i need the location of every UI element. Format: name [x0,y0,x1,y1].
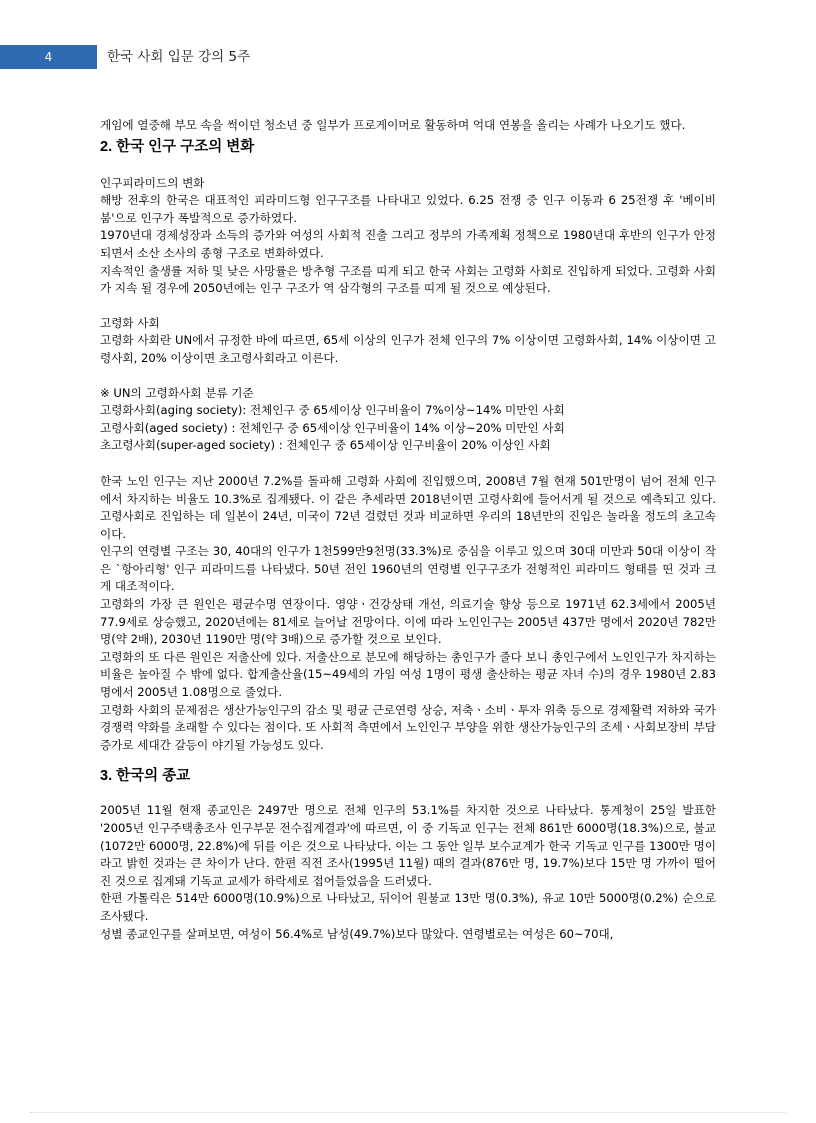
pyramid-paragraph-2: 1970년대 경제성장과 소득의 증가와 여성의 사회적 진출 그리고 정부의 가족계획 정책으로 1980년대 후반의 인구가 안정되면서 소산 소사의 종형 구조로 변화하였다. [100,228,716,260]
un-criteria-item: 고령화사회(aging society): 전체인구 중 65세이상 인구비율이 7%이상~14% 미만인 사회 [100,403,565,418]
page-number-tab [0,45,97,69]
spacer [100,368,716,385]
religion-paragraph-2: 한편 가톨릭은 514만 6000명(10.9%)으로 나타났고, 뒤이어 원불교 13만 명(0.3%), 유교 10만 5000명(0.2%) 순으로 조사됐다. [100,891,716,923]
elderly-paragraph-2: 인구의 연령별 구조는 30, 40대의 인구가 1천599만9천명(33.3%)로 중심을 이루고 있으며 30대 미만과 50대 이상이 작은 `항아리형' 인구 피라미드를 나타냈다. 50년 전인 1960년의 연령별 인구구조가 전형적인 피라미드 형태를 띤 것과 크게 대조적이다. [100,544,716,594]
spacer [100,298,716,315]
intro-paragraph: 게임에 열중해 부모 속을 썩이던 청소년 중 일부가 프로게이머로 활동하며 억대 연봉을 올리는 사례가 나오기도 했다. [100,118,686,132]
document-body [100,117,716,943]
elderly-paragraph-1: 한국 노인 인구는 지난 2000년 7.2%를 돌파해 고령화 사회에 진입했으며, 2008년 7월 현재 501만명이 넘어 전체 인구에서 차지하는 비율도 10.3%로 집계됐다. 이 같은 추세라면 2018년이면 고령사회에 들어서게 될 것으로 예측되고 있다. 고령사회로 진입하는 데 일본이 24년, 미국이 72년 걸렸던 것과 비교하면 우리의 18년만의 진입은 놀라울 정도의 초고속이다. [100,473,716,541]
page-header [0,45,816,69]
elderly-paragraph-3: 고령화의 가장 큰 원인은 평균수명 연장이다. 영양ㆍ건강상태 개선, 의료기술 향상 등으로 1971년 62.3세에서 2005년 77.9세로 상승했고, 2020년에는 81세로 늘어날 전망이다. 이에 따라 노인인구는 2005년 437만 명에서 2020년 782만 명(약 2배), 2030년 1190만 명(약 3배)으로 증가할 것으로 보인다. [100,597,716,647]
spacer [100,455,716,473]
elderly-paragraph-5: 고령화 사회의 문제점은 생산가능인구의 감소 및 평균 근로연령 상승, 저축ㆍ소비ㆍ투자 위축 등으로 경제활력 저하와 국가경쟁력 약화를 초래할 수 있다는 점이다. 또 사회적 측면에서 노인인구 부양을 위한 생산가능인구의 조세ㆍ사회보장비 부담 증가로 세대간 갈등이 야기될 가능성도 있다. [100,702,716,752]
running-title: 한국 사회 입문 강의 5주 [107,49,251,65]
footer-divider [30,1112,786,1113]
pyramid-paragraph-1: 해방 전후의 한국은 대표적인 피라미드형 인구구조를 나타내고 있었다. 6.25 전쟁 중 인구 이동과 6 25전쟁 후 '베이비 붐'으로 인구가 폭발적으로 증가하였다. [100,193,716,225]
un-criteria-item: 고령사회(aged society) : 전체인구 중 65세이상 인구비율이 14% 이상~20% 미만인 사회 [100,420,565,435]
religion-paragraph-3: 성별 종교인구를 살펴보면, 여성이 56.4%로 남성(49.7%)보다 많았다. 연령별로는 여성은 60~70대, [100,926,614,941]
page-number: 4 [44,50,53,64]
un-criteria-item: 초고령사회(super-aged society) : 전체인구 중 65세이상 인구비율이 20% 이상인 사회 [100,438,551,453]
aging-paragraph-1: 고령화 사회란 UN에서 규정한 바에 따르면, 65세 이상의 인구가 전체 인구의 7% 이상이면 고령화사회, 14% 이상이면 고령사회, 20% 이상이면 초고령사회라고 이른다. [100,333,716,365]
elderly-paragraph-4: 고령화의 또 다른 원인은 저출산에 있다. 저출산으로 분모에 해당하는 총인구가 줄다 보니 총인구에서 노인인구가 차지하는 비율은 높아질 수 밖에 없다. 합계출산율(15~49세의 가임 여성 1명이 평생 출산하는 평균 자녀 수)의 경우 1980년 2.83명에서 2005년 1.08명으로 줄었다. [100,649,716,700]
pyramid-heading: 인구피라미드의 변화 [100,175,205,190]
section-3-title: 3. 한국의 종교 [100,768,191,785]
aging-heading: 고령화 사회 [100,315,160,330]
pyramid-paragraph-3: 지속적인 출생률 저하 및 낮은 사망률은 방추형 구조를 띠게 되고 한국 사회는 고령화 사회로 진입하게 되었다. 고령화 사회가 지속 될 경우에 2050년에는 인구 구조가 역 삼각형의 구조를 띠게 될 것으로 예상된다. [100,263,716,296]
un-criteria-heading: ※ UN의 고령화사회 분류 기준 [100,385,254,400]
religion-paragraph-1: 2005년 11월 현재 종교인은 2497만 명으로 전체 인구의 53.1%를 차지한 것으로 나타났다. 통계청이 25일 발표한 '2005년 인구주택총조사 인구부문 전수집계결과'에 따르면, 이 중 기독교 인구는 전체 861만 6000명(18.3%)으로, 불교(1072만 6000명, 22.8%)에 뒤를 이은 것으로 나타났다. 이는 그 동안 일부 보수교계가 한국 기독교 인구를 1300만 명이라고 밝힌 것과는 큰 차이가 난다. 한편 직전 조사(1995년 11월) 때의 결과(876만 명, 19.7%)보다 15만 명 가까이 떨어진 것으로 집계돼 기독교 교세가 하락세로 접어들었음을 드러냈다. [100,803,717,888]
section-2-title: 2. 한국 인구 구조의 변화 [100,138,255,155]
